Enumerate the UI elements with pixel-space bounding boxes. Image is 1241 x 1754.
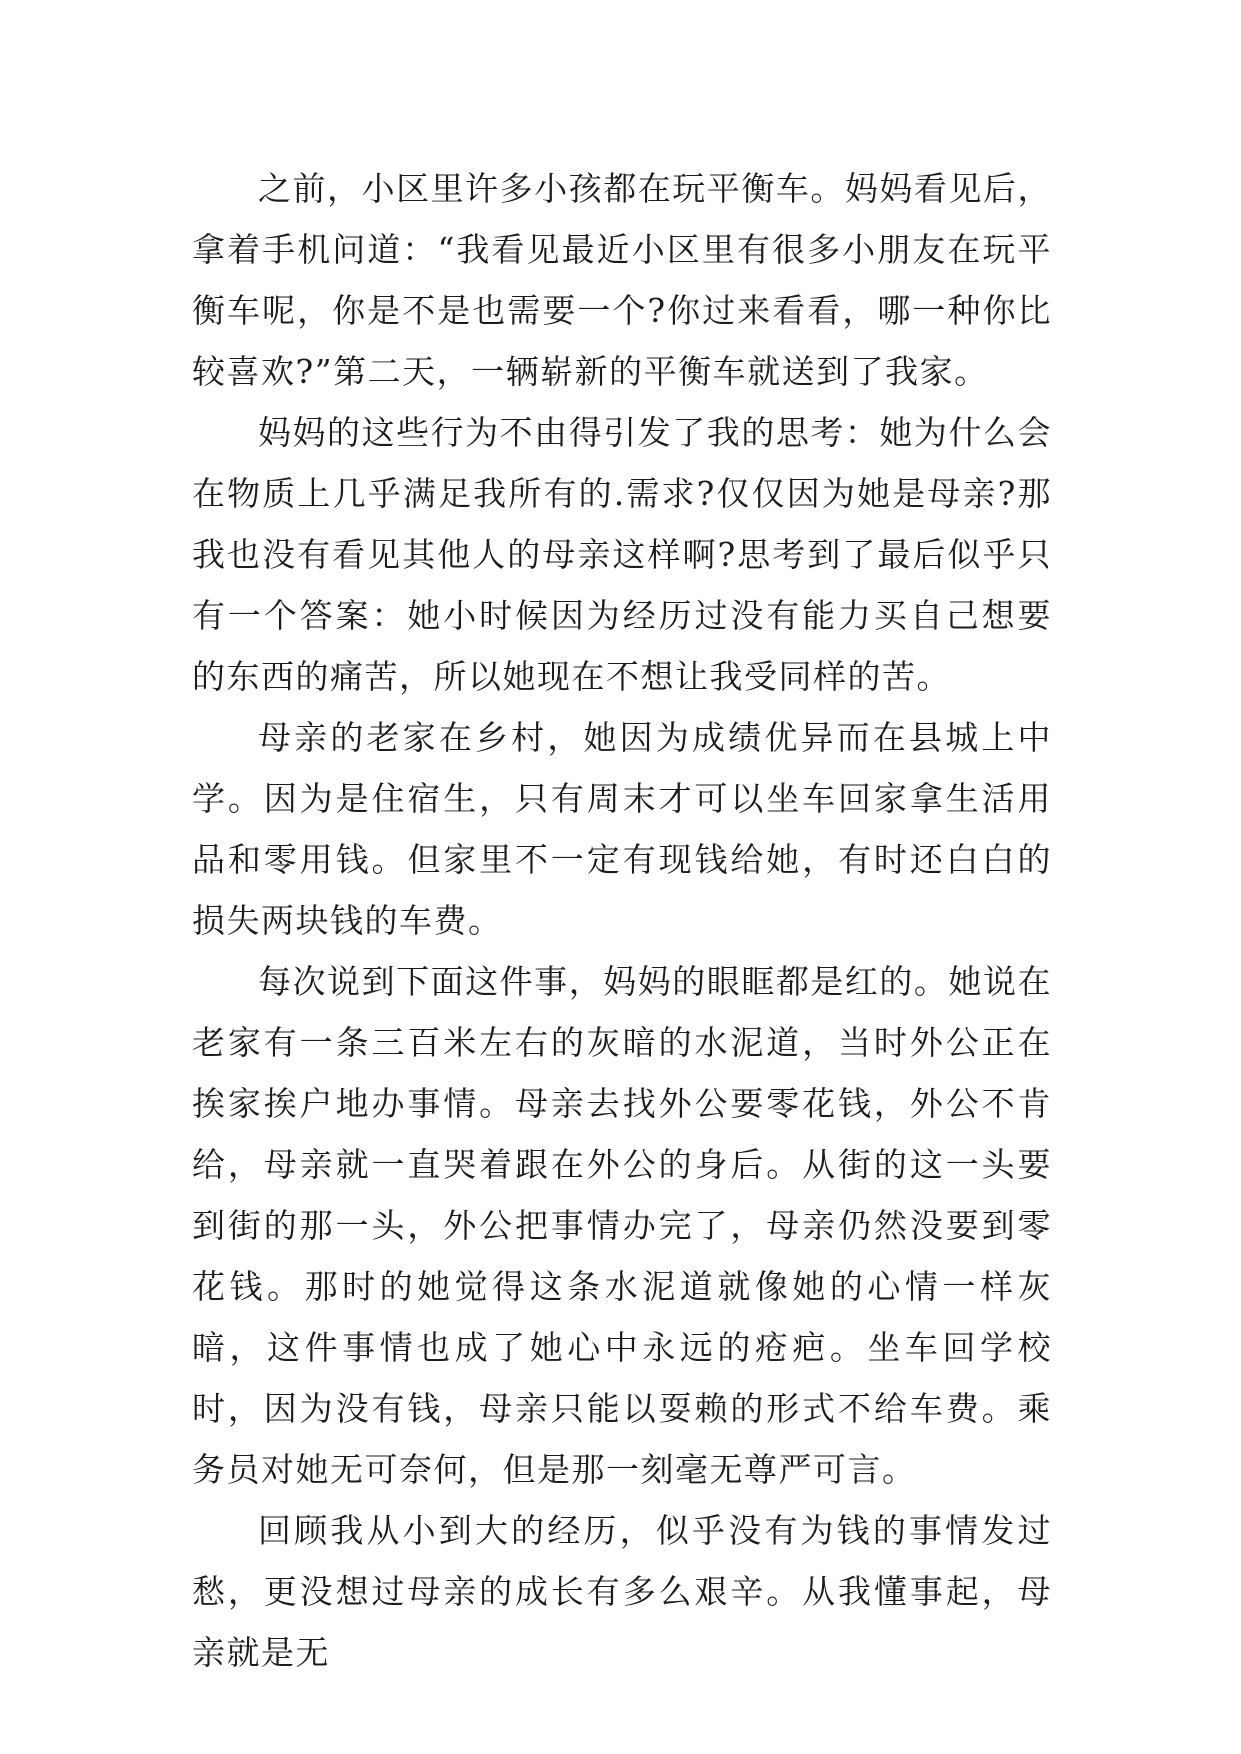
- paragraph-reflection: 妈妈的这些行为不由得引发了我的思考：她为什么会在物质上几乎满足我所有的.需求?仅仅因为她是母亲?那我也没有看见其他人的母亲这样啊?思考到了最后似乎只有一个答案：她小时候因为经历过没有能力买自己想要的东西的痛苦，所以她现在不想让我受同样的苦。: [192, 413, 1052, 696]
- paragraph-pocket-money-story: 每次说到下面这件事，妈妈的眼眶都是红的。她说在老家有一条三百米左右的灰暗的水泥道，当时外公正在挨家挨户地办事情。母亲去找外公要零花钱，外公不肯给，母亲就一直哭着跟在外公的身后。从街的这一头要到街的那一头，外公把事情办完了，母亲仍然没要到零花钱。那时的她觉得这条水泥道就像她的心情一样灰暗，这件事情也成了她心中永远的疮疤。坐车回学校时，因为没有钱，母亲只能以耍赖的形式不给车费。乘务员对她无可奈何，但是那一刻毫无尊严可言。: [192, 962, 1052, 1489]
- document-page: [192, 158, 1052, 1683]
- paragraph-balance-car: 之前，小区里许多小孩都在玩平衡车。妈妈看见后，拿着手机问道：“我看见最近小区里有很多小朋友在玩平衡车呢，你是不是也需要一个?你过来看看，哪一种你比较喜欢?”第二天，一辆崭新的平衡车就送到了我家。: [192, 169, 1052, 391]
- paragraph-hometown: 母亲的老家在乡村，她因为成绩优异而在县城上中学。因为是住宿生，只有周末才可以坐车回家拿生活用品和零用钱。但家里不一定有现钱给她，有时还白白的损失两块钱的车费。: [192, 718, 1052, 940]
- paragraph-looking-back: 回顾我从小到大的经历，似乎没有为钱的事情发过愁，更没想过母亲的成长有多么艰辛。从我懂事起，母亲就是无: [192, 1511, 1052, 1672]
